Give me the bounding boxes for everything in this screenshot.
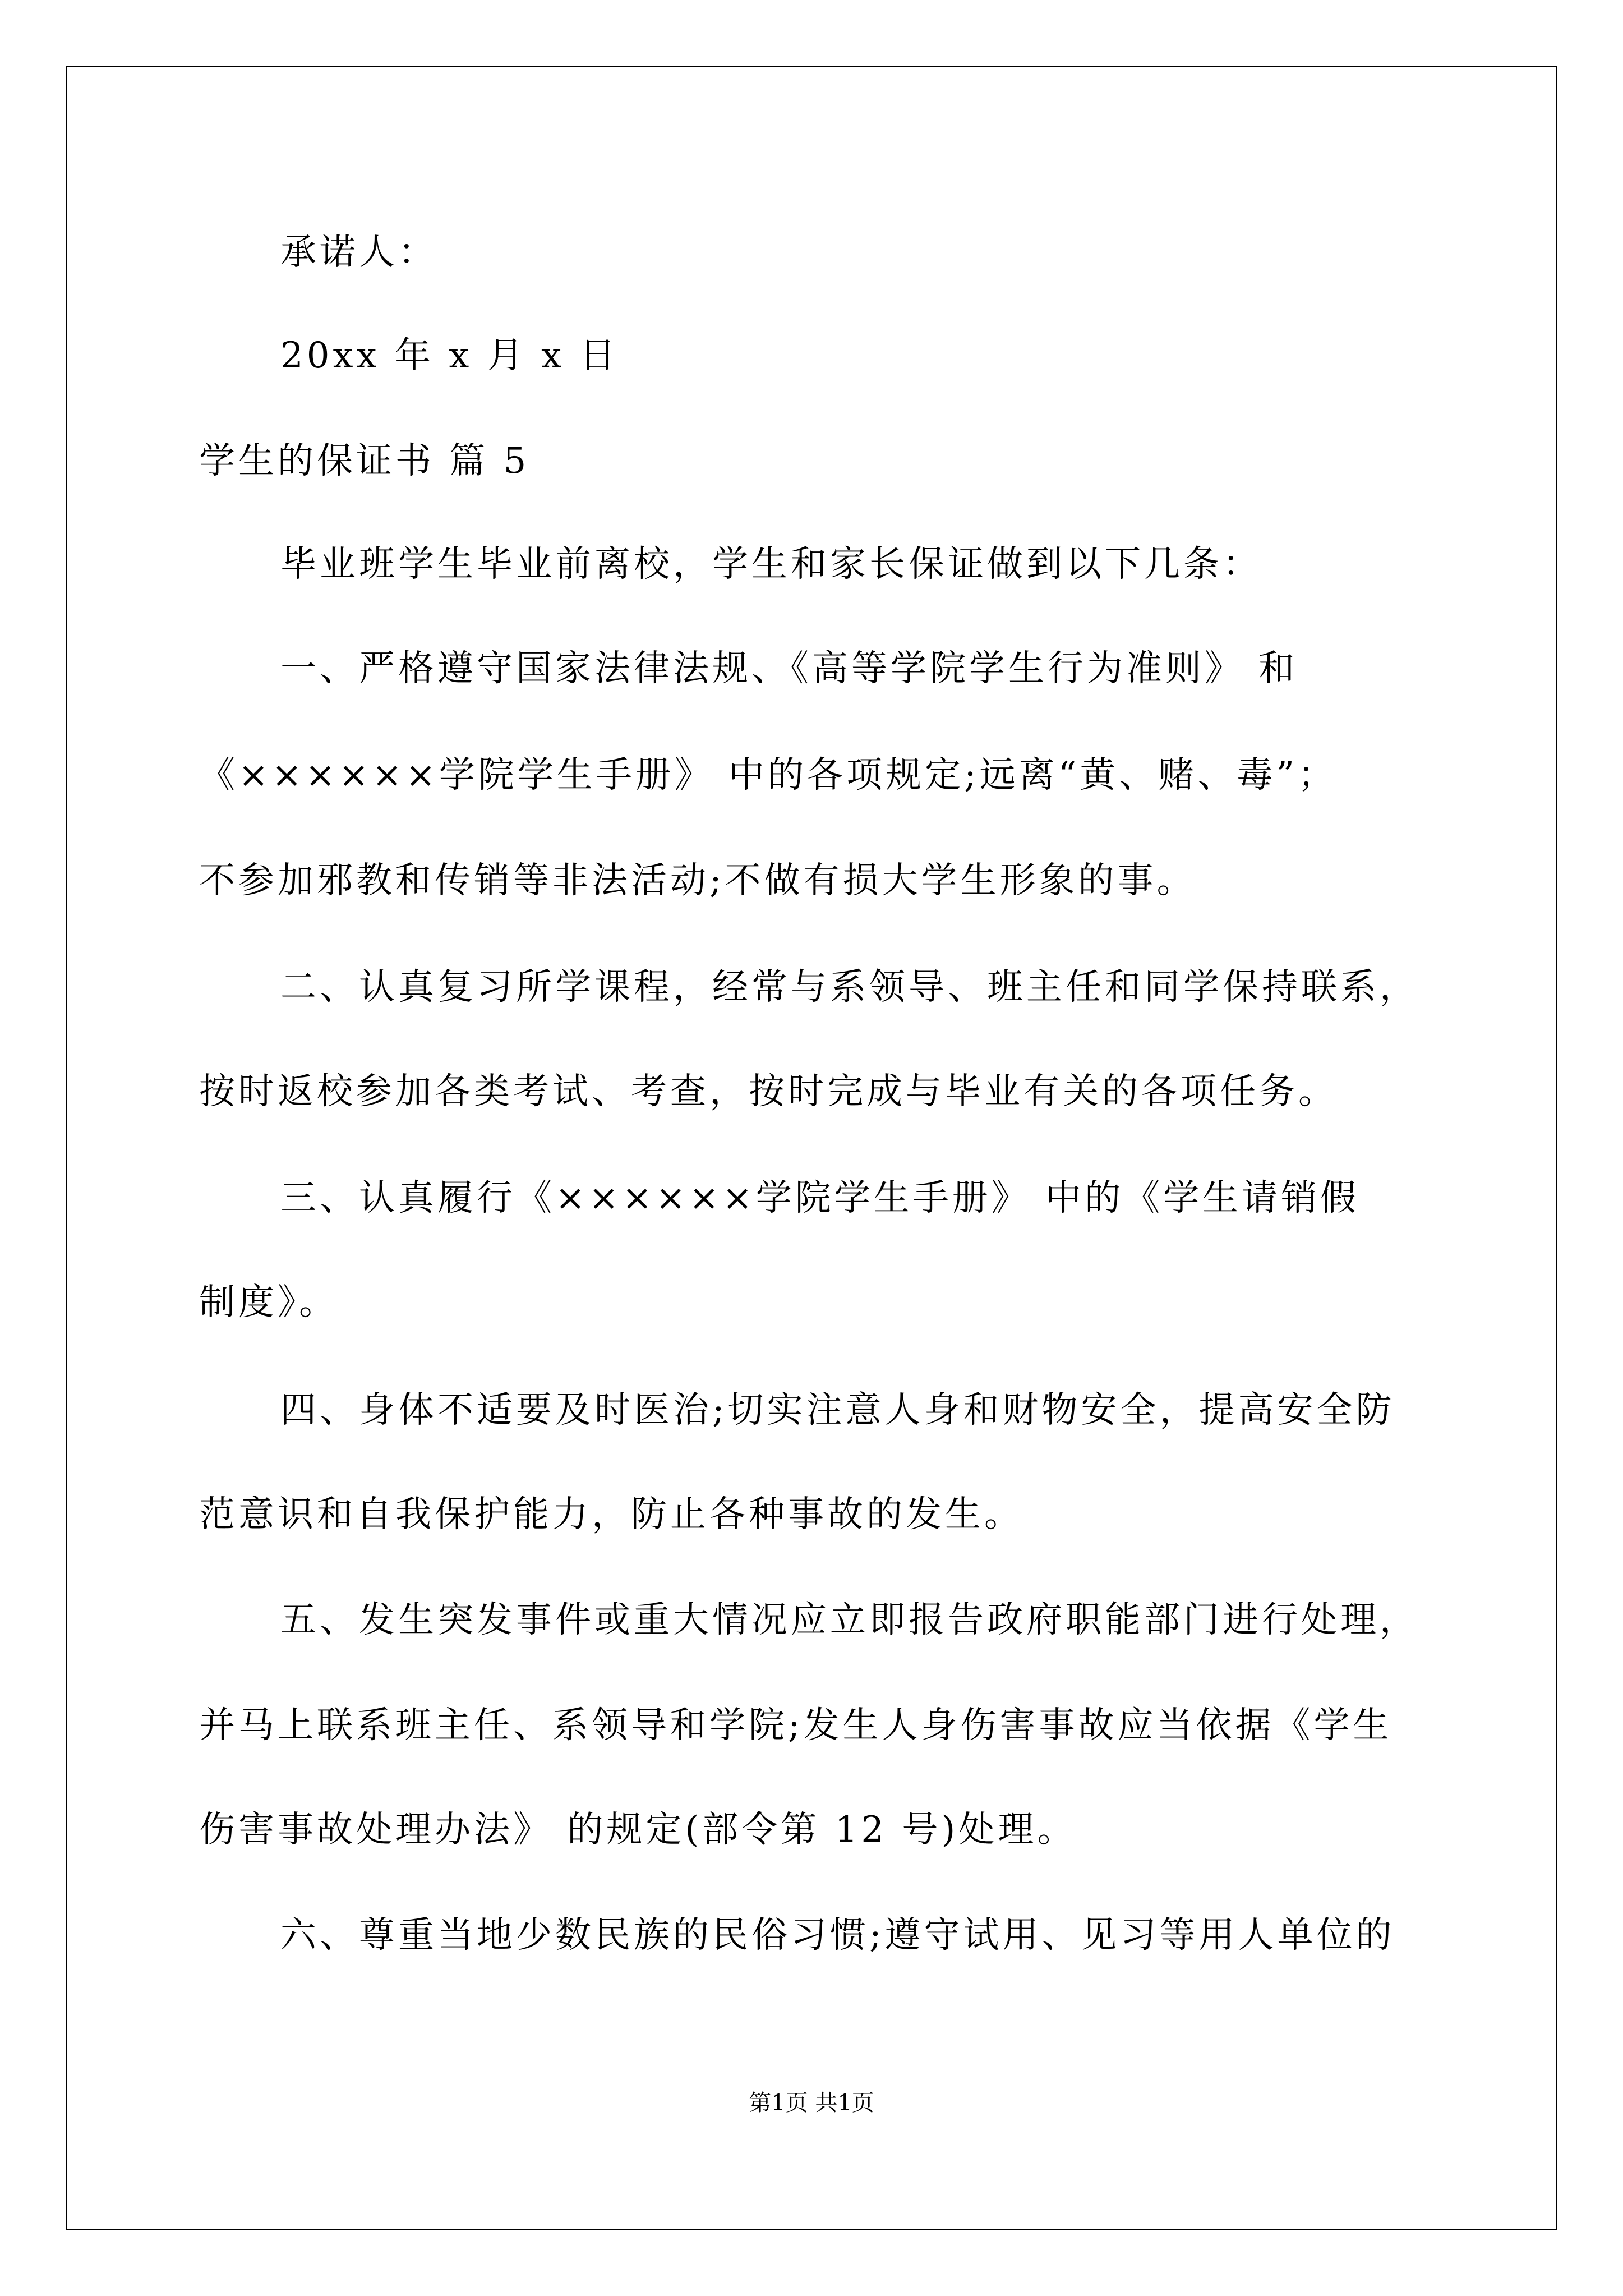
item-2-line-2: 按时返校参加各类考试、考查，按时完成与毕业有关的各项任务。 [199, 1071, 1338, 1112]
date-line: 20xx 年 x 月 x 日 [280, 335, 619, 376]
item-1-line-2: 《××××××学院学生手册》 中的各项规定;远离“黄、赌、毒”； [199, 754, 1338, 796]
item-2-line-1: 二、认真复习所学课程，经常与系领导、班主任和同学保持联系， [280, 967, 1419, 1008]
item-6-line-1: 六、尊重当地少数民族的民俗习惯;遵守试用、见习等用人单位的 [280, 1915, 1395, 1956]
item-5-line-2: 并马上联系班主任、系领导和学院;发生人身伤害事故应当依据《学生 [199, 1705, 1393, 1746]
signatory-label: 承诺人： [280, 232, 437, 273]
item-3-line-2: 制度》。 [199, 1282, 338, 1323]
item-1-line-1: 一、严格遵守国家法律法规、《高等学院学生行为准则》 和 [280, 648, 1298, 689]
item-4-line-1: 四、身体不适要及时医治;切实注意人身和财物安全，提高安全防 [280, 1389, 1395, 1431]
item-5-line-1: 五、发生突发事件或重大情况应立即报告政府职能部门进行处理， [280, 1599, 1419, 1641]
item-3-line-1: 三、认真履行《××××××学院学生手册》 中的《学生请销假 [280, 1177, 1360, 1219]
intro-paragraph: 毕业班学生毕业前离校，学生和家长保证做到以下几条： [280, 544, 1262, 585]
section-heading: 学生的保证书 篇 5 [199, 440, 530, 482]
item-4-line-2: 范意识和自我保护能力，防止各种事故的发生。 [199, 1494, 1023, 1535]
item-5-line-3: 伤害事故处理办法》 的规定(部令第 12 号)处理。 [199, 1809, 1077, 1851]
page-footer: 第1页 共1页 [749, 2090, 874, 2116]
item-1-line-3: 不参加邪教和传销等非法活动;不做有损大学生形象的事。 [199, 860, 1196, 901]
page-border [66, 66, 1557, 2230]
